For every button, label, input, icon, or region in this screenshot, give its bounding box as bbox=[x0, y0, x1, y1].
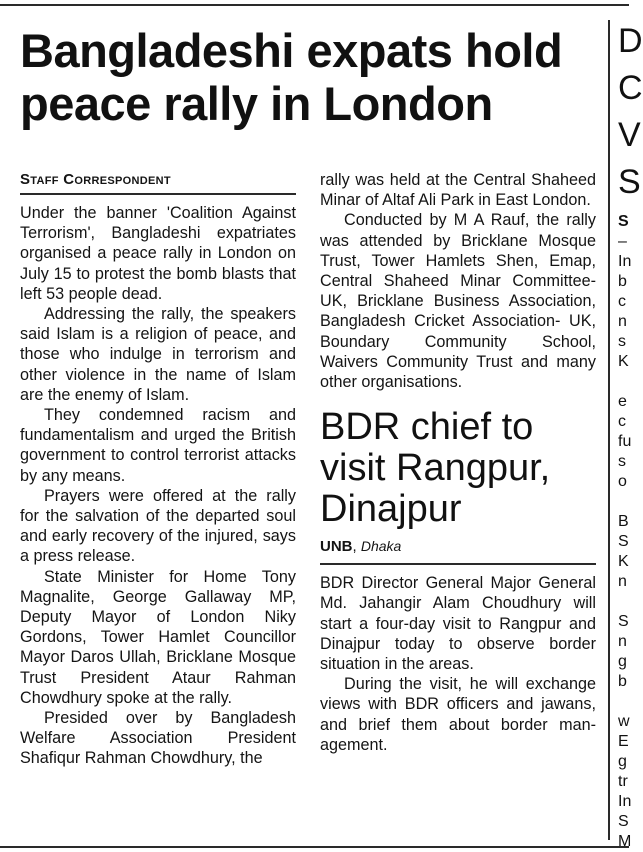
cropped-line-fragment bbox=[618, 372, 638, 392]
bottom-rule bbox=[0, 846, 629, 848]
cropped-line-fragment: n bbox=[618, 313, 627, 330]
cropped-line-fragment: In bbox=[618, 253, 632, 270]
article-paragraph: They condemned racism and fundamentalism and urged the British government to control terrorist attacks by any means. bbox=[20, 406, 296, 485]
article-paragraph: Presided over by Bangladesh Welfare Association President Shafiqur Rahman Chowdhury, the bbox=[20, 709, 296, 768]
cropped-line-fragment: b bbox=[618, 273, 627, 290]
dateline-location: Dhaka bbox=[360, 538, 402, 555]
cropped-line-fragment: S bbox=[618, 813, 629, 830]
cropped-body-text bbox=[618, 232, 638, 852]
news-agency-dateline: UNB, Dhaka bbox=[320, 538, 402, 556]
secondary-article-body bbox=[320, 573, 596, 755]
cropped-adjacent-article bbox=[618, 18, 643, 852]
column-divider-rule bbox=[608, 20, 610, 840]
cropped-line-fragment bbox=[618, 592, 638, 612]
article-paragraph: Addressing the rally, the speakers said Islam is a religion of peace, and those who indulge in terrorism and other violence in the name of Islam are the enemy of Islam. bbox=[20, 305, 296, 404]
cropped-line-fragment: n bbox=[618, 633, 627, 650]
cropped-headline-letter: D bbox=[618, 22, 643, 60]
cropped-line-fragment: g bbox=[618, 753, 627, 770]
article-headline: Bangladeshi expats hold peace rally in London bbox=[20, 24, 563, 130]
article-left-column bbox=[20, 166, 296, 769]
article-paragraph: Prayers were offered at the rally for the salvation of the departed soul and early recovery of the injured, says a press release. bbox=[20, 486, 296, 566]
article-paragraph: State Minister for Home Tony Magnalite, George Gallaway MP, Deputy Mayor of London Niky Gordons, Tower Hamlet Councillor Mayor Daros Ullah, Bricklane Mosque Trust President Ataur Rahman Chowdhury spoke at the rally. bbox=[20, 567, 296, 707]
article-paragraph: Under the banner 'Coalition Against Terrorism', Bangladeshi expatriates organised a peace rally in London on July 15 to protest the bomb blasts that left 53 people dead. bbox=[20, 204, 296, 303]
cropped-byline-letter: S bbox=[618, 213, 629, 230]
cropped-line-fragment: s bbox=[618, 333, 626, 350]
cropped-line-fragment: c bbox=[618, 293, 626, 310]
cropped-line-fragment: In bbox=[618, 793, 632, 810]
cropped-line-fragment: fu bbox=[618, 433, 632, 450]
agency-name: UNB bbox=[320, 538, 353, 556]
cropped-line-fragment: n bbox=[618, 573, 627, 590]
cropped-line-fragment: – bbox=[618, 233, 627, 250]
cropped-line-fragment: c bbox=[618, 413, 626, 430]
byline-rule bbox=[20, 193, 296, 195]
cropped-line-fragment: S bbox=[618, 533, 629, 550]
article-byline: Staff Correspondent bbox=[20, 171, 171, 188]
article-middle-column bbox=[320, 170, 596, 755]
cropped-line-fragment: S bbox=[618, 613, 629, 630]
article-paragraph: Conducted by M A Rauf, the rally was attended by Bricklane Mosque Trust, Tower Hamlets Shen, Emap, Central Shaheed Minar Committee- UK, Bricklane Business Association, Bangladesh Cricket Association- UK, Boundary Community School, Waivers Community Trust and many other organisations. bbox=[320, 211, 596, 392]
cropped-line-fragment: s bbox=[618, 453, 626, 470]
cropped-headline-letter: S bbox=[618, 163, 641, 201]
cropped-headline-letter: C bbox=[618, 69, 643, 107]
cropped-line-fragment: o bbox=[618, 473, 627, 490]
cropped-line-fragment: K bbox=[618, 553, 629, 570]
cropped-line-fragment: g bbox=[618, 653, 627, 670]
agency-rule bbox=[320, 563, 596, 565]
article-paragraph: BDR Director General Major General Md. Jahangir Alam Choudhury will start a four-day visit to Rangpur and Dinajpur today to observe border situation in the areas. bbox=[320, 574, 596, 674]
cropped-line-fragment: e bbox=[618, 393, 627, 410]
cropped-line-fragment: K bbox=[618, 353, 629, 370]
cropped-line-fragment bbox=[618, 492, 638, 512]
cropped-line-fragment: w bbox=[618, 713, 630, 730]
article-paragraph: During the visit, he will exchange views with BDR officers and jawans, and brief them about border management. bbox=[320, 675, 596, 754]
secondary-headline: BDR chief to visit Rangpur, Dinajpur bbox=[320, 406, 551, 531]
article-continued-body bbox=[320, 170, 596, 392]
cropped-line-fragment: M bbox=[618, 833, 632, 850]
cropped-line-fragment: tr bbox=[618, 773, 628, 790]
article-body bbox=[20, 203, 296, 769]
article-paragraph: rally was held at the Central Shaheed Minar of Altaf Ali Park in East London. bbox=[320, 171, 596, 210]
top-rule bbox=[0, 4, 629, 6]
cropped-headline-letter: V bbox=[618, 116, 641, 154]
cropped-line-fragment bbox=[618, 692, 638, 712]
cropped-line-fragment: E bbox=[618, 733, 629, 750]
cropped-line-fragment: b bbox=[618, 673, 627, 690]
cropped-line-fragment: B bbox=[618, 513, 629, 530]
